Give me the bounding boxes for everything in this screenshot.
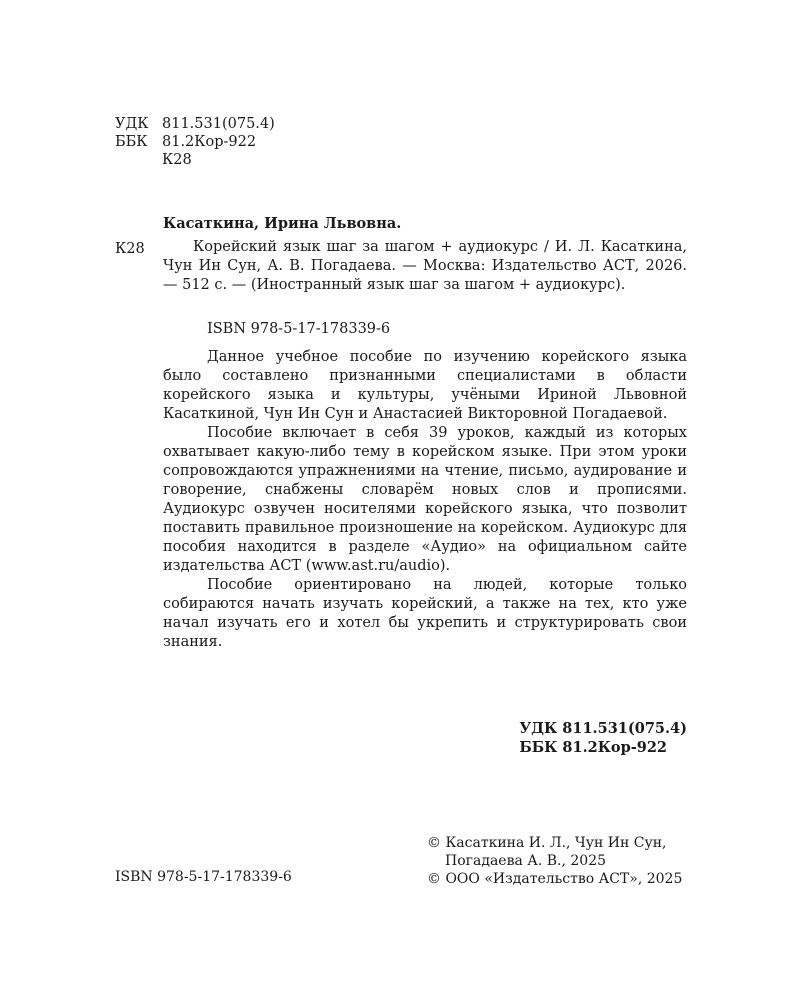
copyright-publisher: © ООО «Издательство АСТ», 2025 (427, 871, 683, 887)
bbk-label: ББК (115, 134, 148, 150)
copyright-block (427, 834, 682, 888)
footer-isbn: ISBN 978-5-17-178339-6 (115, 869, 292, 885)
footer-codes (519, 720, 687, 758)
abstract (163, 348, 687, 652)
classification-codes (115, 115, 275, 169)
udk-value: 811.531(075.4) (162, 116, 275, 132)
abstract-paragraph-2: Пособие включает в себя 39 уроков, каждый из которых охватывает какую-либо тему в корейском языке. При этом уроки сопровождаются упражнениями на чтение, письмо, аудирование и говорение, снабжены словарём новых слов и прописями. Аудиокурс озвучен носителями корейского языка, что позволит поставить правильное произношение на корейском. Аудиокурс для пособия находится в разделе «Аудио» на официальном сайте издательства АСТ (www.ast.ru/audio). (163, 425, 687, 574)
abstract-paragraph-3: Пособие ориентировано на людей, которые только собираются начать изучать корейский, а также на тех, кто уже начал изучать его и хотел бы укрепить и структурировать свои знания. (163, 577, 687, 650)
copyright-authors: © Касаткина И. Л., Чун Ин Сун, (427, 835, 667, 851)
isbn-entry: ISBN 978-5-17-178339-6 (207, 321, 391, 337)
footer-udk: УДК 811.531(075.4) (519, 720, 687, 737)
bbk-row (115, 133, 275, 151)
copyright-authors-cont: Погадаева А. В., 2025 (445, 853, 607, 869)
udk-row (115, 115, 275, 133)
abstract-paragraph-1: Данное учебное пособие по изучению корейского языка было составлено признанными специалистами в области корейского языка и культуры, учёными Ириной Львовной Касаткиной, Чун Ин Сун и Анастасией Викторовной Погадаевой. (163, 349, 687, 422)
author-heading: Касаткина, Ирина Львовна. (163, 215, 402, 232)
bbk-value: 81.2Кор-922 (162, 134, 257, 150)
udk-label: УДК (115, 116, 149, 132)
cutter-code: К28 (162, 152, 192, 168)
footer-bbk: ББК 81.2Кор-922 (519, 739, 668, 756)
bibliographic-description: Корейский язык шаг за шагом + аудиокурс / И. Л. Касаткина, Чун Ин Сун, А. В. Погадаева. — Москва: Издательство АСТ, 2026. — 512 с. — (Иностранный язык шаг за шагом + аудиокурс). (163, 239, 687, 293)
cutter-mark: К28 (115, 241, 145, 257)
